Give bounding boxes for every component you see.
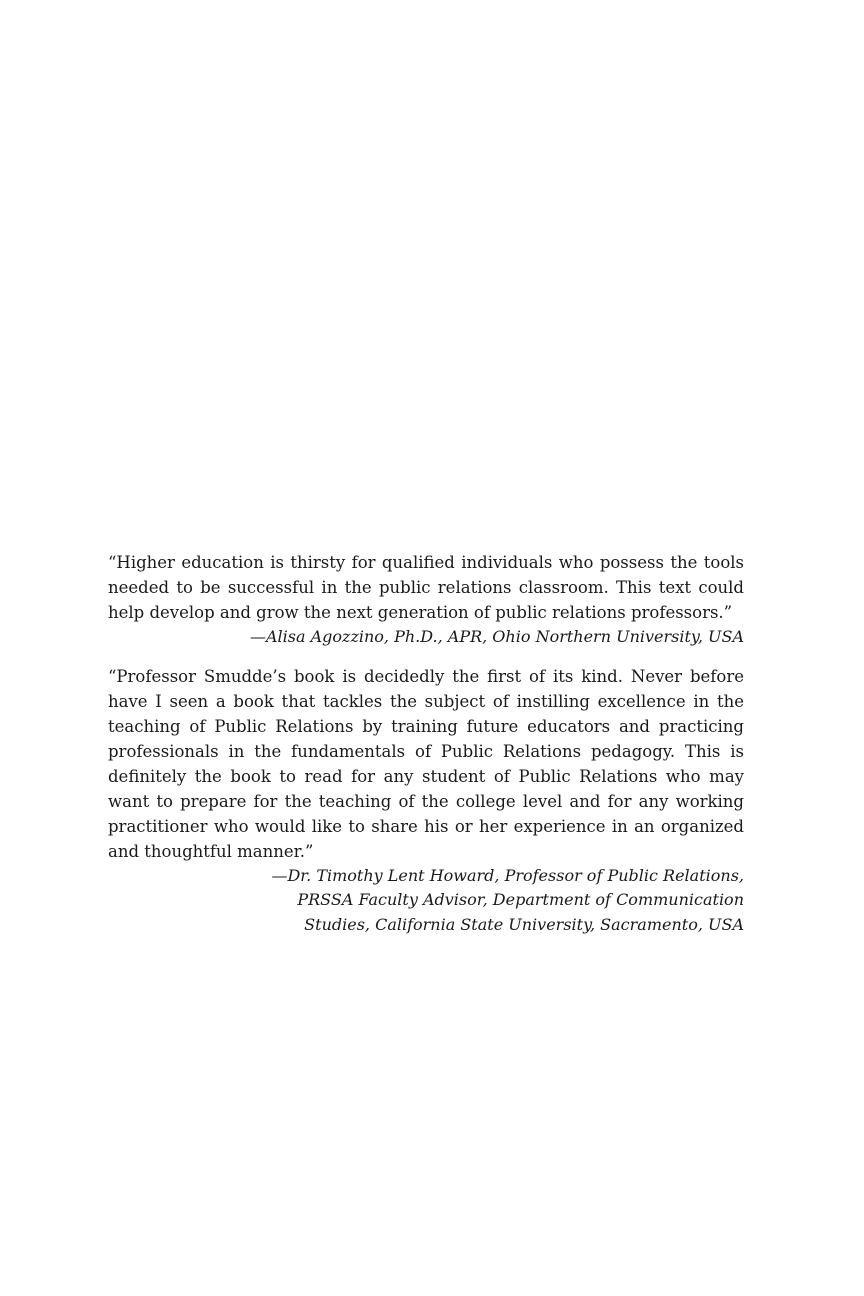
attribution-line: —Dr. Timothy Lent Howard, Professor of Public Relations, (271, 865, 744, 885)
endorsement-attribution (108, 864, 744, 938)
endorsement-attribution (108, 625, 744, 650)
endorsement-quote: “Professor Smudde’s book is decidedly the first of its kind. Never before have I seen a book that tackles the subject of instilling excellence in the teaching of Public Relations by training future educators and practicing professionals in the fundamentals of Public Relations pedagogy. This is definitely the book to read for any student of Public Relations who may want to prepare for the teaching of the college level and for any working practitioner who would like to share his or her experience in an organized and thoughtful manner.” (108, 666, 744, 861)
endorsement-quote: “Higher education is thirsty for qualified individuals who possess the tools needed to be successful in the public relations classroom. This text could help develop and grow the next generation of public relations professors.” (108, 553, 744, 622)
endorsements-section (108, 550, 744, 951)
attribution-line: PRSSA Faculty Advisor, Department of Communication (297, 890, 744, 909)
attribution-line: Studies, California State University, Sacramento, USA (304, 914, 744, 934)
endorsement-1 (108, 550, 744, 650)
attribution-line: —Alisa Agozzino, Ph.D., APR, Ohio Northern University, USA (249, 627, 744, 646)
endorsement-2 (108, 664, 744, 938)
